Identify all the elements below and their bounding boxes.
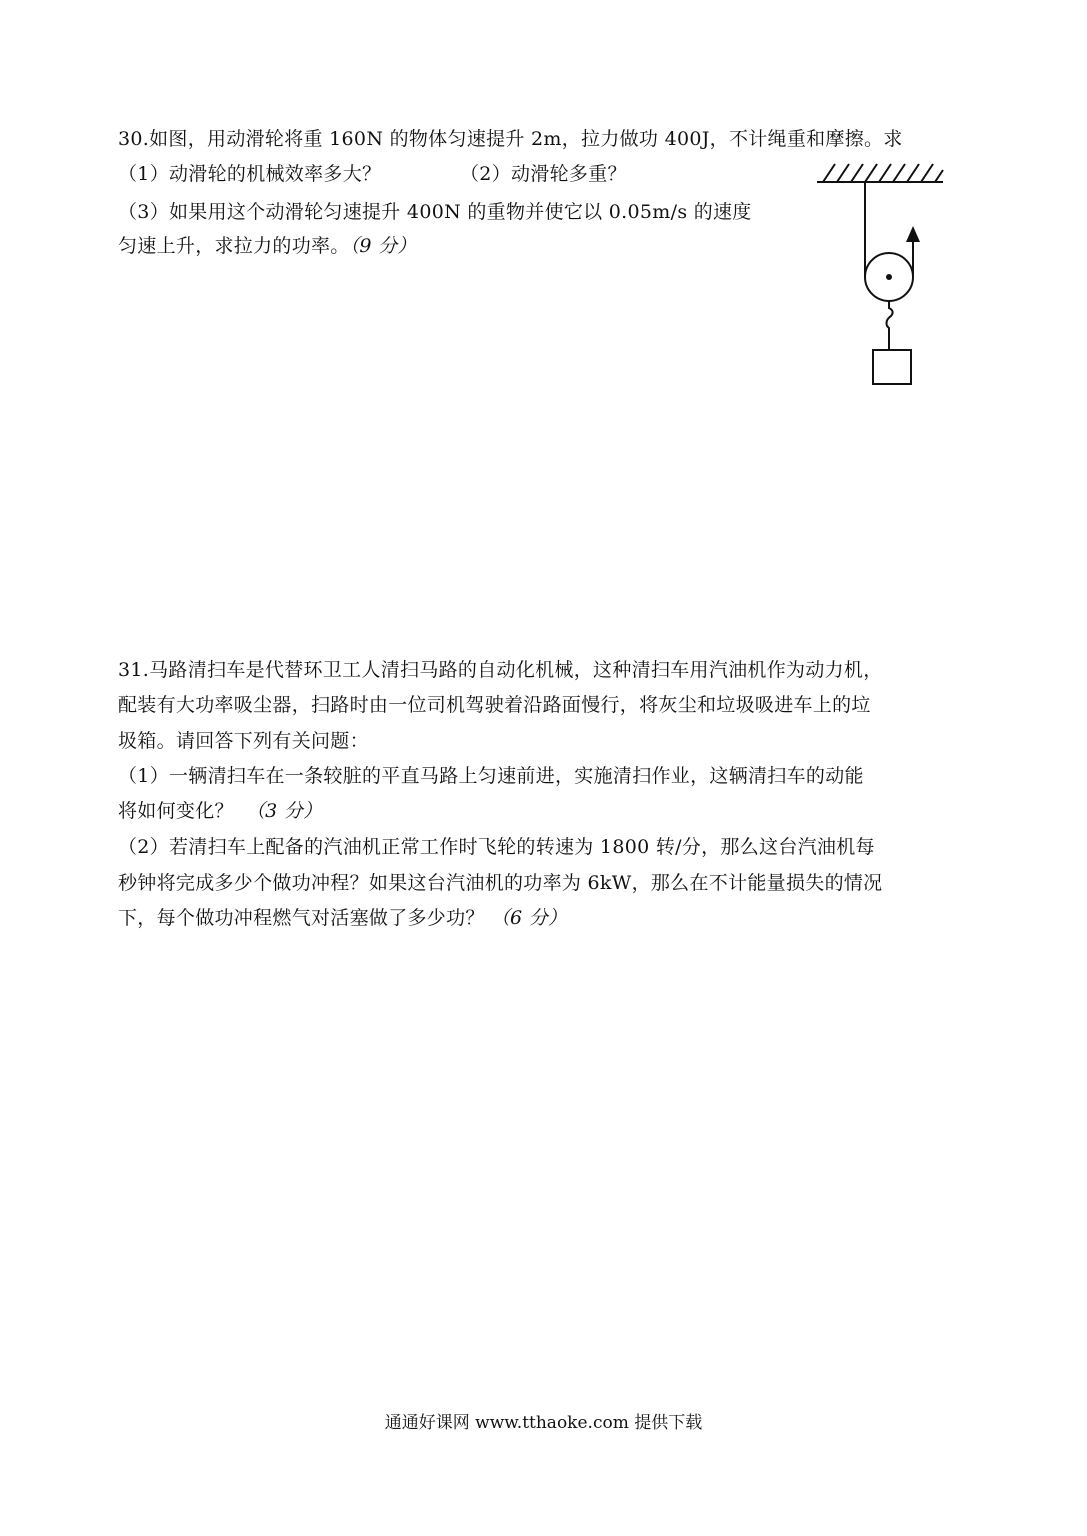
q31-sub2-score: （6 分） xyxy=(490,907,568,929)
q30-score: （9 分） xyxy=(349,235,417,257)
q31-sub2-line1: （2）若清扫车上配备的汽油机正常工作时飞轮的转速为 1800 转/分，那么这台汽油机每 xyxy=(118,836,875,858)
q31-sub2-text: 下，每个做功冲程燃气对活塞做了多少功？ xyxy=(118,907,485,929)
q31-stem-line3: 圾箱。请回答下列有关问题： xyxy=(118,730,369,752)
q30-sub1: （1）动滑轮的机械效率多大？ xyxy=(118,163,382,185)
q30-sub2: （2）动滑轮多重？ xyxy=(460,163,627,185)
q31-sub1-text: 将如何变化？ xyxy=(118,800,234,822)
pull-arrow-icon xyxy=(906,226,920,242)
pulley-diagram xyxy=(815,158,945,390)
ceiling-hatch xyxy=(817,164,943,182)
q31-stem-line1: 31.马路清扫车是代替环卫工人清扫马路的自动化机械，这种清扫车用汽油机作为动力机， xyxy=(118,659,883,681)
q30-stem: 30.如图，用动滑轮将重 160N 的物体匀速提升 2m，拉力做功 400J，不计绳重和摩擦。求 xyxy=(118,128,903,150)
pulley-axle xyxy=(886,274,892,280)
q31-sub1-line2 xyxy=(118,798,322,824)
hook xyxy=(887,301,893,350)
q31-sub2-line2: 秒钟将完成多少个做功冲程？如果这台汽油机的功率为 6kW，那么在不计能量损失的情况 xyxy=(118,872,883,894)
q30-sub3-text: 匀速上升，求拉力的功率。 xyxy=(118,235,350,257)
q31-stem-line2: 配装有大功率吸尘器，扫路时由一位司机驾驶着沿路面慢行，将灰尘和垃圾吸进车上的垃 xyxy=(118,694,871,716)
q31-sub2-line3 xyxy=(118,905,567,931)
q31-sub1-line1: （1）一辆清扫车在一条较脏的平直马路上匀速前进，实施清扫作业，这辆清扫车的动能 xyxy=(118,765,864,787)
footer-source: 通通好课网 www.tthaoke.com 提供下载 xyxy=(384,1413,703,1433)
q30-sub3-line2 xyxy=(118,233,417,259)
q30-sub3-line1: （3）如果用这个动滑轮匀速提升 400N 的重物并使它以 0.05m/s 的速度 xyxy=(118,201,752,223)
q31-sub1-score: （3 分） xyxy=(245,800,323,822)
load-block xyxy=(873,350,911,384)
